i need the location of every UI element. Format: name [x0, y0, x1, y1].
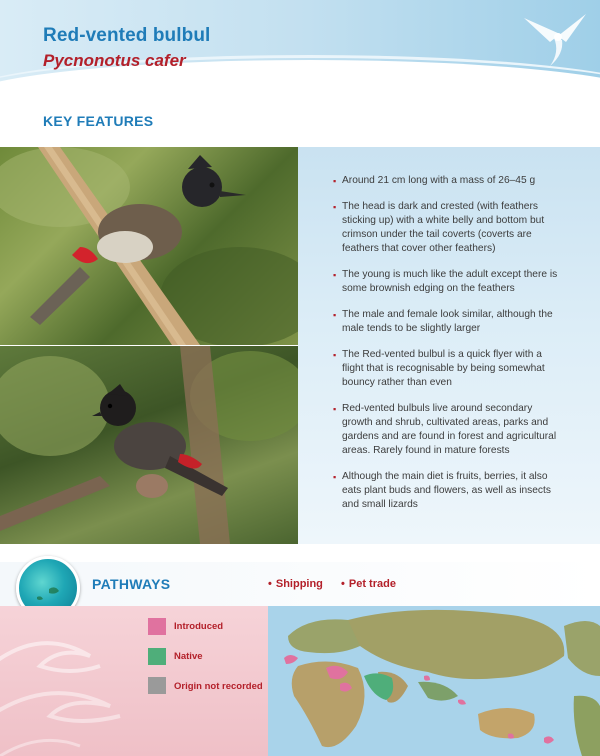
bullet-icon: • [341, 578, 345, 590]
legend-label-introduced: Introduced [174, 621, 224, 632]
bulbul-photo-perched [0, 147, 298, 345]
legend-label-native: Native [174, 651, 203, 662]
legend-swatch-origin-not-recorded [148, 677, 166, 694]
feature-item: ▪ The Red-vented bulbul is a quick flyer with a flight that is recognisable by being somewhat bouncy rather than even [333, 349, 545, 388]
bullet-icon: ▪ [333, 310, 337, 320]
feature-item: ▪ Although the main diet is fruits, berries, it also eats plant buds and flowers, as well as insects and small lizards [333, 471, 551, 510]
feature-item: ▪ The male and female look similar, although the male tends to be slightly larger [333, 309, 553, 334]
pathways-heading: PATHWAYS [92, 576, 171, 592]
key-features-panel [298, 147, 600, 544]
pathway-pet-trade: • Pet trade [341, 578, 396, 590]
feature-item: ▪ The young is much like the adult except there is some brownish edging on the feathers [333, 269, 558, 294]
page-title: Red-vented bulbul [43, 25, 211, 46]
bullet-icon: ▪ [333, 176, 337, 186]
bulbul-photo-foliage [0, 346, 298, 544]
bullet-icon: ▪ [333, 270, 337, 280]
key-features-list [333, 174, 565, 524]
legend-swatch-introduced [148, 618, 166, 635]
bullet-icon: ▪ [333, 472, 337, 482]
distribution-map [268, 606, 600, 756]
legend-swatch-native [148, 648, 166, 665]
bullet-icon: • [268, 578, 272, 590]
feature-item: ▪ Around 21 cm long with a mass of 26–45 g [333, 175, 536, 186]
feature-item: ▪ The head is dark and crested (with feathers sticking up) with a white belly and bottom but crimson under the tail coverts (coverts are feathers that cover other feathers) [333, 201, 545, 254]
key-features-heading: KEY FEATURES [43, 113, 154, 129]
pathway-shipping: • Shipping [268, 578, 323, 590]
page-subtitle: Pycnonotus cafer [43, 51, 186, 70]
header-banner [0, 0, 600, 100]
bullet-icon: ▪ [333, 202, 337, 212]
stylized-bird-logo-icon [520, 8, 590, 70]
bullet-icon: ▪ [333, 404, 337, 414]
bullet-icon: ▪ [333, 350, 337, 360]
feature-item: ▪ Red-vented bulbuls live around secondary growth and shrub, cultivated areas, parks and gardens and are found in forest and agricultural areas. Rarely found in mature forests [333, 403, 557, 456]
legend-label-origin-not-recorded: Origin not recorded [174, 681, 263, 692]
